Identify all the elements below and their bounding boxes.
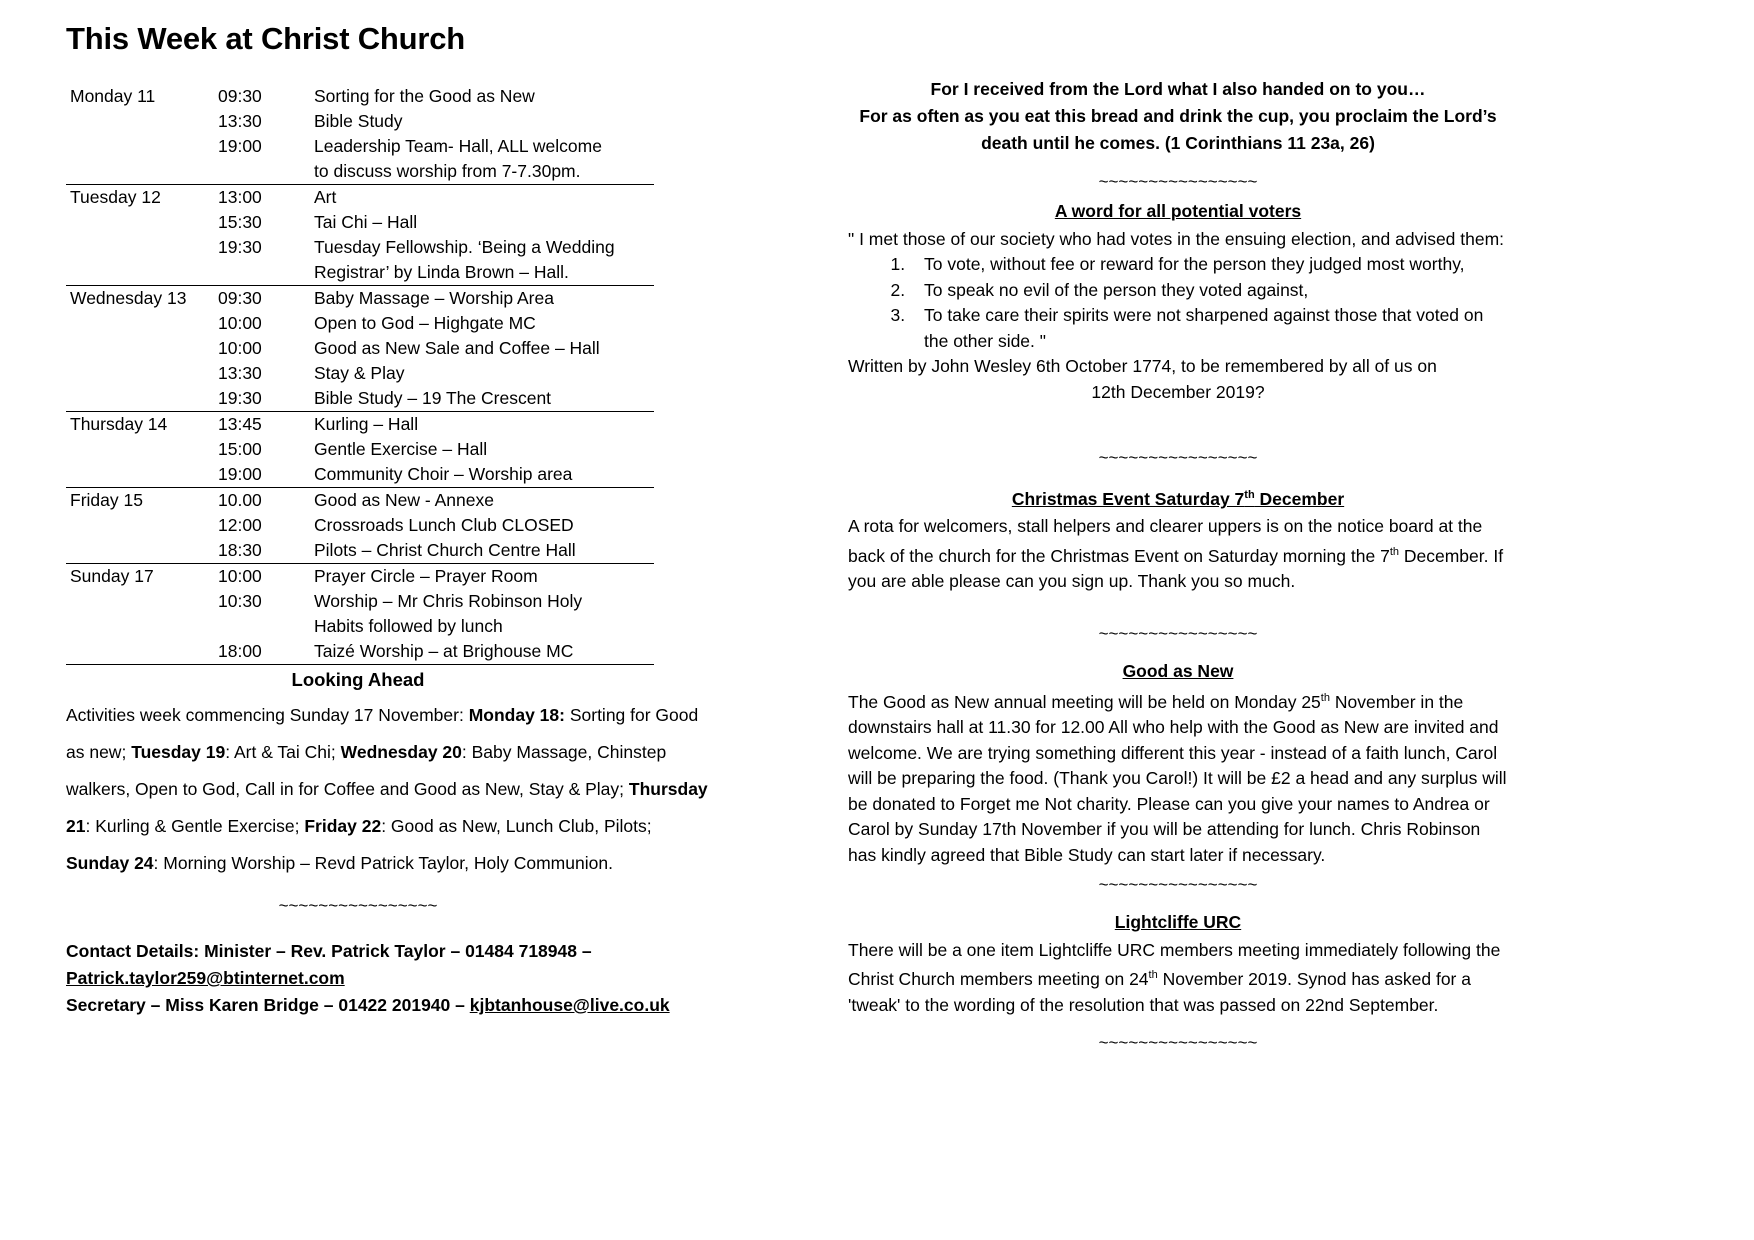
schedule-event-description: Community Choir – Worship area [314, 464, 573, 485]
lightcliffe-body-ordinal: th [1148, 969, 1158, 982]
voters-heading: A word for all potential voters [1054, 201, 1302, 221]
secretary-email-link[interactable]: kjbtanhouse@live.co.uk [469, 995, 670, 1016]
contact-details [66, 938, 726, 1019]
looking-ahead-day-label: Thursday 21 [66, 779, 708, 837]
schedule-event-time: 13:00 [218, 187, 262, 208]
schedule-event-description: Stay & Play [314, 363, 405, 384]
schedule-event-description-continued: to discuss worship from 7-7.30pm. [314, 161, 581, 182]
schedule-time-column [218, 564, 314, 665]
schedule-event-description: Tuesday Fellowship. ‘Being a Wedding [314, 237, 615, 258]
schedule-day-row [66, 84, 654, 185]
left-column [66, 22, 766, 1019]
scripture-line-3: death until he comes. (1 Corinthians 11 23a, 26) [981, 133, 1375, 153]
gan-body-ordinal: th [1320, 692, 1330, 705]
good-as-new-heading: Good as New [1122, 660, 1234, 681]
schedule-event-description: Bible Study – 19 The Crescent [314, 388, 552, 409]
schedule-event-column [314, 185, 654, 286]
looking-ahead-day-label: Sunday 24 [66, 853, 154, 874]
schedule-event-description: Tai Chi – Hall [314, 212, 418, 233]
looking-ahead-day-activities: : Morning Worship – Revd Patrick Taylor, Holy Communion. [153, 853, 613, 874]
weekly-schedule-table [66, 84, 654, 665]
schedule-event-description: Taizé Worship – at Brighouse MC [314, 641, 574, 662]
schedule-event-description: Sorting for the Good as New [314, 86, 535, 107]
schedule-event-time: 19:30 [218, 237, 262, 258]
looking-ahead-body [66, 697, 711, 882]
contact-secretary-line: Secretary – Miss Karen Bridge – 01422 201940 – [66, 995, 470, 1016]
christmas-heading-ordinal: th [1244, 489, 1255, 501]
schedule-event-description: Crossroads Lunch Club CLOSED [314, 515, 574, 536]
looking-ahead-day-activities: : Good as New, Lunch Club, Pilots; [381, 816, 652, 837]
schedule-event-time: 10:00 [218, 313, 262, 334]
schedule-event-time: 18:30 [218, 540, 262, 561]
schedule-event-description: Worship – Mr Chris Robinson Holy [314, 591, 583, 612]
good-as-new-body [848, 686, 1508, 868]
looking-ahead-heading: Looking Ahead [291, 669, 425, 691]
schedule-event-column [314, 286, 654, 412]
scripture-line-2: For as often as you eat this bread and drink the cup, you proclaim the Lord’s [859, 106, 1497, 126]
schedule-day-row [66, 412, 654, 488]
looking-ahead-day-activities: : Art & Tai Chi; [225, 742, 341, 763]
schedule-time-spacer [218, 260, 314, 285]
schedule-event-time: 10.00 [218, 490, 262, 511]
schedule-event-description: Pilots – Christ Church Centre Hall [314, 540, 576, 561]
schedule-event-description: Baby Massage – Worship Area [314, 288, 554, 309]
scripture-line-1: For I received from the Lord what I also handed on to you… [930, 79, 1426, 99]
schedule-event-time: 10:00 [218, 338, 262, 359]
schedule-day-label: Sunday 17 [70, 566, 154, 587]
schedule-event-time: 18:00 [218, 641, 262, 662]
schedule-event-column [314, 564, 654, 665]
voters-list-item: 3. To take care their spirits were not sharpened against those that voted on the other side. " [910, 303, 1508, 354]
schedule-time-column [218, 185, 314, 286]
lightcliffe-body-post: November 2019. Synod has asked for a 'tweak' to the wording of the resolution that was passed on 22nd September. [848, 969, 1471, 1015]
voters-attribution-line-2: 12th December 2019? [1091, 381, 1265, 402]
christmas-event-body [848, 514, 1508, 594]
christmas-heading-pre: Christmas Event Saturday 7 [1011, 488, 1245, 509]
schedule-event-description-continued: Habits followed by lunch [314, 616, 503, 637]
schedule-day-label: Monday 11 [70, 86, 156, 107]
squiggle-divider-4: ~~~~~~~~~~~~~~~~ [1098, 875, 1258, 895]
schedule-day-label: Friday 15 [70, 490, 143, 511]
christmas-body-pre: A rota for welcomers, stall helpers and clearer uppers is on the notice board at the back of the church for the Christmas Event on Saturday morning the 7 [848, 516, 1483, 566]
squiggle-divider-left: ~~~~~~~~~~~~~~~~ [278, 896, 438, 916]
christmas-heading-post: December [1254, 488, 1345, 509]
schedule-event-time: 19:00 [218, 136, 262, 157]
lightcliffe-body-pre: There will be a one item Lightcliffe URC members meeting immediately following the Christ Church members meeting on 24 [848, 939, 1501, 990]
schedule-time-spacer [218, 614, 314, 639]
squiggle-divider-3: ~~~~~~~~~~~~~~~~ [1098, 623, 1258, 643]
voters-list-item: 1. To vote, without fee or reward for the person they judged most worthy, [910, 252, 1508, 278]
squiggle-divider-1: ~~~~~~~~~~~~~~~~ [1098, 172, 1258, 191]
schedule-event-time: 19:00 [218, 464, 262, 485]
lightcliffe-heading: Lightcliffe URC [1114, 912, 1242, 933]
schedule-day-row [66, 286, 654, 412]
schedule-day-label: Wednesday 13 [70, 288, 187, 309]
schedule-event-description: Bible Study [314, 111, 403, 132]
right-column [848, 76, 1508, 1054]
schedule-day-label: Thursday 14 [70, 414, 168, 435]
schedule-event-time: 10:30 [218, 591, 262, 612]
schedule-event-time: 13:30 [218, 111, 262, 132]
looking-ahead-day-label: Monday 18: [468, 705, 565, 726]
schedule-event-time: 12:00 [218, 515, 262, 536]
schedule-event-description: Art [314, 187, 337, 208]
contact-minister-line: Contact Details: Minister – Rev. Patrick Taylor – 01484 718948 – [66, 941, 592, 962]
schedule-event-description: Good as New - Annexe [314, 490, 494, 511]
schedule-day-label: Tuesday 12 [70, 187, 161, 208]
schedule-event-description: Leadership Team- Hall, ALL welcome [314, 136, 602, 157]
schedule-event-time: 15:00 [218, 439, 262, 460]
schedule-event-time: 09:30 [218, 288, 262, 309]
voters-list-item: 2. To speak no evil of the person they voted against, [910, 278, 1508, 304]
looking-ahead-day-activities: Sorting for Good as new; [66, 705, 699, 763]
squiggle-divider-2: ~~~~~~~~~~~~~~~~ [1098, 448, 1258, 467]
christmas-event-heading [848, 483, 1508, 512]
schedule-event-column [314, 412, 654, 488]
page-title: This Week at Christ Church [66, 21, 466, 56]
schedule-event-time: 10:00 [218, 566, 262, 587]
minister-email-link[interactable]: Patrick.taylor259@btinternet.com [66, 968, 345, 989]
schedule-event-time: 09:30 [218, 86, 262, 107]
schedule-time-column [218, 412, 314, 488]
looking-ahead-intro: Activities week commencing Sunday 17 November: [66, 705, 469, 726]
schedule-event-time: 15:30 [218, 212, 262, 233]
looking-ahead-day-label: Friday 22 [304, 816, 382, 837]
squiggle-divider-5: ~~~~~~~~~~~~~~~~ [1098, 1033, 1258, 1053]
voters-attribution-line-1: Written by John Wesley 6th October 1774, to be remembered by all of us on [848, 356, 1437, 376]
schedule-event-time: 13:30 [218, 363, 262, 384]
christmas-body-post: December. If you are able please can you sign up. Thank you so much. [848, 545, 1504, 592]
lightcliffe-body [848, 938, 1508, 1018]
schedule-event-description: Good as New Sale and Coffee – Hall [314, 338, 600, 359]
schedule-event-description: Open to God – Highgate MC [314, 313, 536, 334]
schedule-time-column [218, 286, 314, 412]
voters-list [848, 252, 1508, 354]
looking-ahead-day-activities: : Baby Massage, Chinstep walkers, Open to God, Call in for Coffee and Good as New, Stay & Play; [66, 742, 667, 800]
schedule-time-column [218, 488, 314, 564]
schedule-time-column [218, 84, 314, 185]
looking-ahead-day-label: Wednesday 20 [340, 742, 462, 763]
schedule-day-row [66, 564, 654, 665]
schedule-event-description: Kurling – Hall [314, 414, 419, 435]
schedule-time-spacer [218, 159, 314, 184]
schedule-day-row [66, 185, 654, 286]
schedule-event-description: Prayer Circle – Prayer Room [314, 566, 538, 587]
schedule-event-column [314, 84, 654, 185]
scripture-quote [848, 76, 1508, 157]
schedule-day-row [66, 488, 654, 564]
voters-intro: " I met those of our society who had votes in the ensuing election, and advised them: [848, 228, 1505, 249]
schedule-event-column [314, 488, 654, 564]
looking-ahead-day-label: Tuesday 19 [131, 742, 226, 763]
schedule-event-time: 13:45 [218, 414, 262, 435]
looking-ahead-day-activities: : Kurling & Gentle Exercise; [85, 816, 305, 837]
schedule-event-description-continued: Registrar’ by Linda Brown – Hall. [314, 262, 569, 283]
gan-body-post: November in the downstairs hall at 11.30 for 12.00 All who help with the Good as New are invited and welcome. We are trying something different this year - instead of a faith lunch, Carol will be preparing the food. (Thank you Carol!) It will be £2 a head and any surplus will be donated to Forget me Not charity. Please can you give your names to Andrea or Carol by Sunday 17th November if you will be attending for lunch. Chris Robinson has kindly agreed that Bible Study can start later if necessary. [848, 691, 1507, 865]
gan-body-pre: The Good as New annual meeting will be held on Monday 25 [848, 691, 1321, 712]
schedule-event-description: Gentle Exercise – Hall [314, 439, 488, 460]
schedule-event-time: 19:30 [218, 388, 262, 409]
christmas-body-ordinal: th [1389, 545, 1399, 558]
